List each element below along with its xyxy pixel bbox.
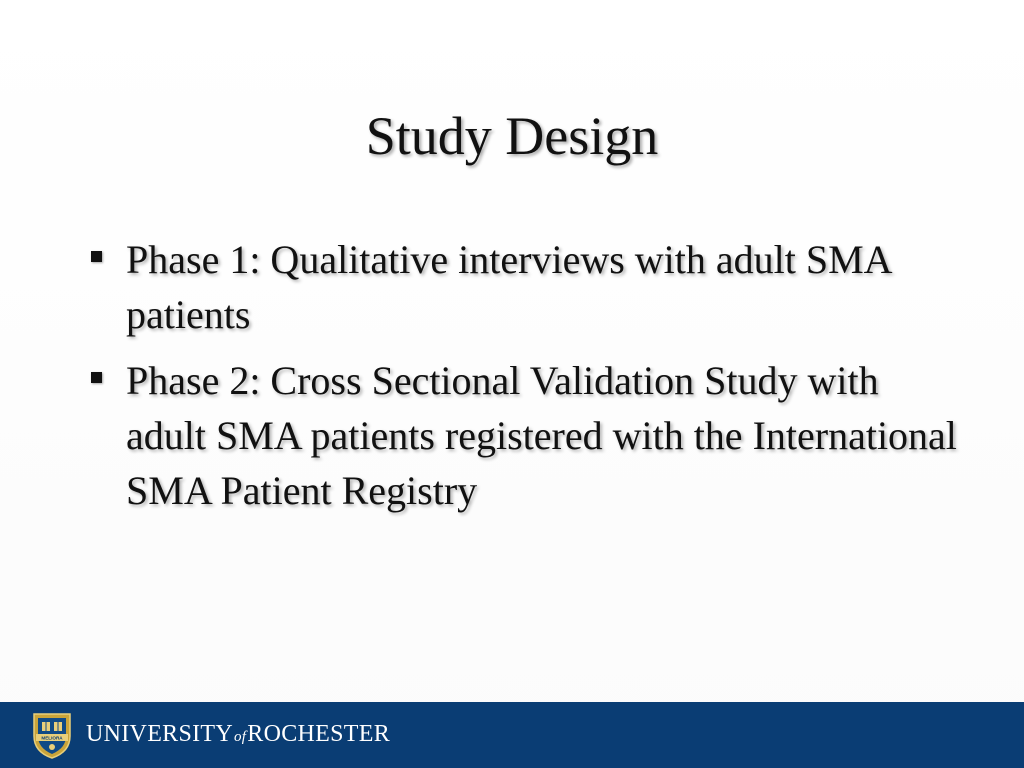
university-name-part2: ROCHESTER	[247, 721, 390, 747]
bullet-text: Phase 2: Cross Sectional Validation Study with adult SMA patients registered with the International SMA Patient Registry	[126, 358, 957, 513]
slide-title: Study Design	[365, 106, 659, 166]
square-bullet-icon	[91, 251, 102, 262]
footer-bar	[0, 702, 1024, 768]
seal-motto: MELIORA	[41, 735, 63, 741]
bullet-item	[88, 232, 968, 342]
bullet-text: Phase 1: Qualitative interviews with adult SMA patients	[126, 237, 891, 337]
bullet-list	[88, 232, 968, 529]
university-name-of: of	[234, 729, 247, 745]
square-bullet-icon	[91, 372, 102, 383]
bullet-item	[88, 353, 968, 518]
university-seal-icon	[30, 710, 74, 760]
university-name-part1: UNIVERSITY	[86, 721, 233, 747]
university-name-logo	[86, 716, 390, 752]
